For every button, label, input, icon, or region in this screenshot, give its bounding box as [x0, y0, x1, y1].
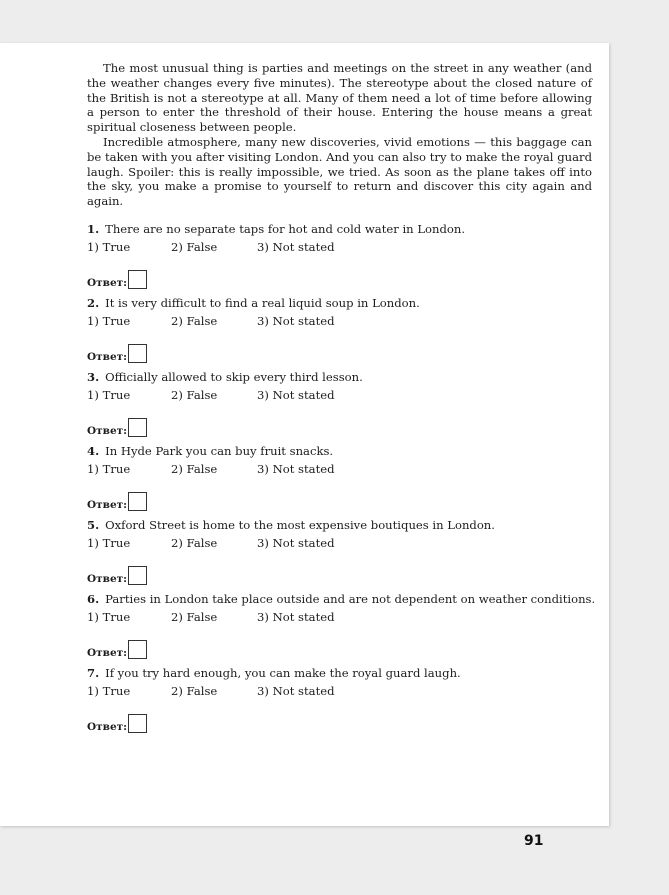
question-text: It is very difficult to find a real liquid soup in London. — [105, 295, 420, 310]
question-text: Parties in London take place outside and are not dependent on weather conditions. — [105, 591, 596, 606]
reading-passage — [87, 61, 592, 209]
option-not-stated: 3) Not stated — [257, 239, 335, 254]
option-not-stated: 3) Not stated — [257, 313, 335, 328]
option-not-stated: 3) Not stated — [257, 387, 335, 402]
question-text: If you try hard enough, you can make the royal guard laugh. — [105, 665, 461, 680]
answer-row — [87, 637, 147, 659]
answer-box[interactable] — [128, 270, 147, 289]
option-false: 2) False — [171, 535, 218, 550]
answer-options — [87, 312, 592, 330]
answer-box[interactable] — [128, 714, 147, 733]
question-3 — [87, 370, 592, 444]
option-true: 1) True — [87, 387, 131, 402]
option-true: 1) True — [87, 683, 131, 698]
option-false: 2) False — [171, 387, 218, 402]
page-sheet — [0, 43, 609, 826]
page-number: 91 — [524, 833, 544, 849]
passage-paragraph-1: The most unusual thing is parties and meetings on the street in any weather (and the weather changes every five minutes). The stereotype about the closed nature of the British is not a stereotype at all. Many of them need a lot of time before allowing a person to enter the threshold of their house. Entering the house means a great spiritual closeness between people. — [87, 61, 592, 135]
option-not-stated: 3) Not stated — [257, 683, 335, 698]
option-true: 1) True — [87, 239, 131, 254]
question-statement — [87, 222, 592, 237]
question-text: In Hyde Park you can buy fruit snacks. — [105, 443, 334, 458]
question-number: 3. — [87, 369, 100, 384]
option-false: 2) False — [171, 239, 218, 254]
answer-options — [87, 238, 592, 256]
answer-row — [87, 341, 147, 363]
question-number: 4. — [87, 443, 100, 458]
answer-options — [87, 386, 592, 404]
answer-box[interactable] — [128, 640, 147, 659]
answer-label: Ответ: — [87, 424, 128, 437]
question-statement — [87, 296, 592, 311]
answer-options — [87, 534, 592, 552]
option-not-stated: 3) Not stated — [257, 609, 335, 624]
question-text: Officially allowed to skip every third lesson. — [105, 369, 363, 384]
question-text: Oxford Street is home to the most expensive boutiques in London. — [105, 517, 495, 532]
answer-row — [87, 711, 147, 733]
option-not-stated: 3) Not stated — [257, 535, 335, 550]
option-false: 2) False — [171, 313, 218, 328]
question-number: 6. — [87, 591, 100, 606]
question-2 — [87, 296, 592, 370]
answer-row — [87, 563, 147, 585]
option-false: 2) False — [171, 461, 218, 476]
question-number: 1. — [87, 221, 100, 236]
option-false: 2) False — [171, 609, 218, 624]
question-4 — [87, 444, 592, 518]
question-7 — [87, 666, 592, 740]
answer-label: Ответ: — [87, 646, 128, 659]
answer-label: Ответ: — [87, 276, 128, 289]
option-true: 1) True — [87, 461, 131, 476]
answer-row — [87, 267, 147, 289]
question-5 — [87, 518, 592, 592]
question-number: 2. — [87, 295, 100, 310]
question-statement — [87, 518, 592, 533]
answer-box[interactable] — [128, 418, 147, 437]
answer-options — [87, 608, 592, 626]
option-not-stated: 3) Not stated — [257, 461, 335, 476]
question-number: 7. — [87, 665, 100, 680]
question-statement — [87, 591, 596, 607]
question-statement — [87, 666, 592, 681]
answer-label: Ответ: — [87, 350, 128, 363]
question-1 — [87, 222, 592, 296]
page-content — [87, 61, 596, 740]
answer-label: Ответ: — [87, 572, 128, 585]
question-text: There are no separate taps for hot and cold water in London. — [105, 221, 466, 236]
answer-options — [87, 682, 592, 700]
question-statement — [87, 370, 592, 385]
answer-row — [87, 489, 147, 511]
answer-options — [87, 460, 592, 478]
question-statement — [87, 444, 592, 459]
option-true: 1) True — [87, 609, 131, 624]
option-true: 1) True — [87, 535, 131, 550]
answer-box[interactable] — [128, 566, 147, 585]
answer-box[interactable] — [128, 344, 147, 363]
option-false: 2) False — [171, 683, 218, 698]
answer-box[interactable] — [128, 492, 147, 511]
passage-paragraph-2: Incredible atmosphere, many new discoveries, vivid emotions — this baggage can be taken with you after visiting London. And you can also try to make the royal guard laugh. Spoiler: this is really impossible, we tried. As soon as the plane takes off into the sky, you make a promise to yourself to return and discover this city again and again. — [87, 134, 592, 209]
question-6 — [87, 591, 596, 666]
answer-row — [87, 415, 147, 437]
option-true: 1) True — [87, 313, 131, 328]
answer-label: Ответ: — [87, 720, 128, 733]
question-list — [87, 221, 596, 740]
question-number: 5. — [87, 517, 100, 532]
answer-label: Ответ: — [87, 498, 128, 511]
